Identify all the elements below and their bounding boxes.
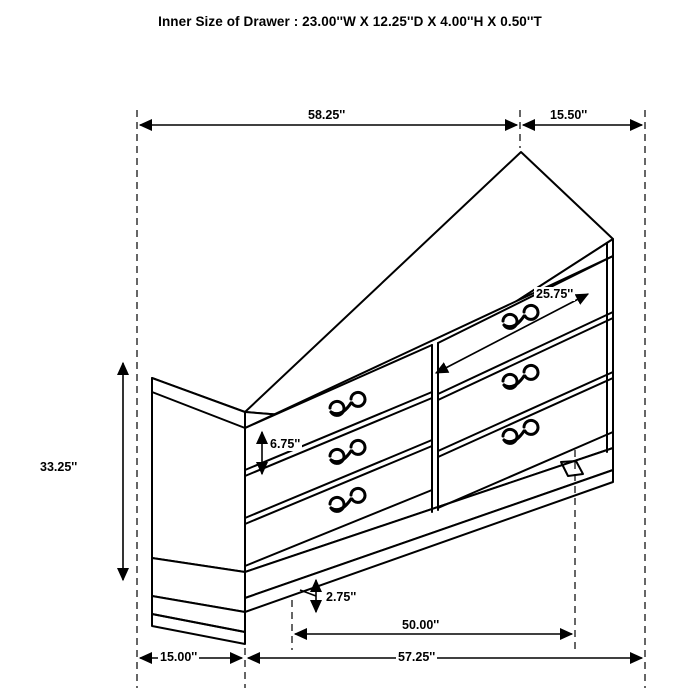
dimension-label-side-depth: 15.00'' (160, 650, 198, 664)
dimension-label-top-depth: 15.50'' (550, 108, 588, 122)
dimension-label-top-width: 58.25'' (308, 108, 346, 122)
dimension-label-drawer-diagonal: 25.75'' (536, 287, 574, 301)
dimension-label-base-offset: 2.75'' (326, 590, 357, 604)
dimension-label-overall-width: 57.25'' (398, 650, 436, 664)
dimension-label-drawer-height: 6.75'' (270, 437, 301, 451)
dimension-label-overall-height: 33.25'' (40, 460, 78, 474)
dimension-label-base-width: 50.00'' (402, 618, 440, 632)
page-title: Inner Size of Drawer : 23.00''W X 12.25''D X 4.00''H X 0.50''T (158, 14, 542, 29)
